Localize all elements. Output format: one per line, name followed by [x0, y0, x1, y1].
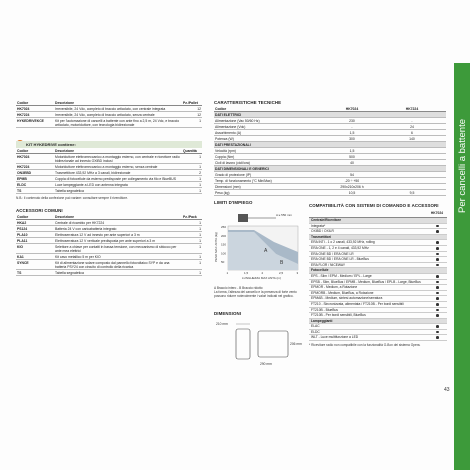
page-number: 43	[444, 387, 450, 393]
accessory-row-cell: PLA10	[16, 232, 54, 238]
region-b-label: B	[280, 260, 284, 266]
compat-label: FT210B - Per bordi sensibili, BlueBus	[311, 313, 366, 318]
kit-row-cell: 1	[182, 176, 202, 182]
accessory-row-cell: Elettroserratura 12 V ad innesto per ante superiori a 3 m	[54, 232, 182, 238]
dimensions-section	[214, 311, 314, 317]
accessory-row	[16, 270, 202, 276]
accessory-row-cell: 1	[182, 232, 202, 238]
limits-legend-line2: La forma, l'altezza del cancello e la presenza di forte vento possono ridurre notevolmente i valori indicati nel grafico.	[214, 290, 297, 298]
tech-cell: -	[378, 118, 446, 124]
compat-check-icon	[436, 325, 439, 328]
kit-row-cell: 1	[182, 164, 202, 170]
x-tick-label: 1,5	[244, 271, 249, 275]
compat-label: EPS - Slim / EPM - Medium / EPL - Large	[311, 273, 372, 278]
side-tab	[454, 63, 470, 470]
accessory-row-cell: 1	[182, 260, 202, 270]
accessory-row-cell: Centrale di ricambio per HK7224	[54, 220, 182, 226]
y-tick-label: 200	[221, 233, 227, 238]
compat-check-icon	[436, 336, 439, 339]
kit-row-cell: 1	[182, 154, 202, 164]
kit-row-cell: TS	[16, 188, 54, 194]
accessory-row	[16, 260, 202, 270]
dim-d1: 210 mm	[216, 322, 228, 326]
x-tick-label: 3	[296, 271, 299, 275]
accessory-row-cell: HKA2	[16, 220, 54, 226]
tech-cell: 140	[378, 136, 446, 142]
tech-col-hk7224: HK7224	[378, 106, 446, 112]
compat-check-icon	[436, 225, 439, 228]
compat-label: Fotocellule	[311, 268, 329, 273]
compat-list	[309, 218, 447, 341]
compat-check-icon	[436, 253, 439, 256]
acc-col-pack: Pz./Pack	[182, 214, 202, 220]
accessory-row	[16, 244, 202, 254]
tech-cell: 300	[326, 136, 378, 142]
tech-cell: 40	[326, 160, 378, 166]
kit-title: KIT HYKEDRIVE contiene:	[16, 141, 202, 148]
accessory-row-cell: 1	[182, 238, 202, 244]
compat-item	[309, 335, 447, 341]
compat-check-icon	[436, 230, 439, 233]
chart-ylabel: PESO MAX ANTA (kg)	[214, 232, 218, 262]
kit-row-cell: EPMB	[16, 176, 54, 182]
code-row-cell: HK7224	[16, 112, 54, 118]
tech-cell: Cicli di lavoro (cicli/ora)	[214, 160, 326, 166]
kit-row-cell: HK7024	[16, 154, 54, 164]
accessory-row-cell: KA1	[16, 254, 54, 260]
tech-cell: Assorbimento (A)	[214, 130, 326, 136]
kit-row-cell: Trasmettitore 433,92 MHz a 3 canali, bidirezionale	[54, 170, 182, 176]
compat-label: WLT - Luce multifunzione a LED	[311, 335, 359, 340]
compat-label: ERA INTI - 1 o 2 canali, 433,92 MHz, rolling	[311, 240, 375, 245]
tech-group-label: DATI DIMENSIONALI E GENERICI	[214, 166, 446, 172]
tech-title: CARATTERISTICHE TECNICHE	[214, 100, 282, 105]
kit-row	[16, 188, 202, 194]
kit-row-cell: Motoriduttore elettromeccanico a montaggio esterno, senza centrale	[54, 164, 182, 170]
code-row-cell: HYKEDRIVEKCE	[16, 118, 54, 128]
accessory-row-cell: Kit cavo metallico 5 m per KIO	[54, 254, 182, 260]
compat-label: ERA ONE - 1, 2 e 4 canali, 433,92 MHz	[311, 245, 369, 250]
tech-cell: Alimentazione (Vac 50/60 Hz)	[214, 118, 326, 124]
limits-legend	[214, 286, 306, 298]
tech-cell: -20 ÷ +50	[326, 178, 378, 184]
compat-label: ELDC	[311, 329, 320, 334]
limits-legend-line1: A Braccio intero - B Braccio ridotto	[214, 286, 263, 290]
kit-row-cell: ELDC	[16, 182, 54, 188]
compat-check-icon	[436, 303, 439, 306]
col-descrizione: Descrizione	[54, 100, 182, 106]
compat-check-icon	[436, 264, 439, 267]
accessory-row-cell: TS	[16, 270, 54, 276]
compat-check-icon	[436, 314, 439, 317]
tech-col-hk7024: HK7024	[326, 106, 378, 112]
kit-row-cell: 1	[182, 182, 202, 188]
accessories-title: ACCESSORI COMUNI	[16, 208, 63, 213]
kit-row-cell: Luce lampeggiante a LED con antenna integrata	[54, 182, 182, 188]
compat-note: * Ricevitore radio non compatibile con la funzionalità O-Box dei sistema Opera.	[309, 343, 421, 348]
limits-section	[214, 200, 314, 206]
tech-col-codice: Codice	[214, 106, 326, 112]
compat-check-icon	[436, 331, 439, 334]
tech-cell: Dimensioni (mm)	[214, 184, 326, 190]
compat-label: OXIBD / OXILR	[311, 229, 334, 234]
y-tick-label: 150	[221, 242, 227, 247]
code-row-cell: 1	[182, 118, 202, 128]
accessory-row-cell: PLA11	[16, 238, 54, 244]
compat-check-icon	[436, 275, 439, 278]
kit-section	[16, 141, 202, 200]
tech-cell: Alimentazione (Vdc)	[214, 124, 326, 130]
accessory-row-cell: 1	[182, 254, 202, 260]
compat-label: EPMORB - Medium, BlueBus, a Rotazione	[311, 290, 374, 295]
compat-label: Trasmettitori	[311, 234, 331, 239]
compat-label: Lampeggianti	[311, 318, 333, 323]
kit-row-cell: ON3EBD	[16, 170, 54, 176]
tech-cell: 6	[378, 130, 446, 136]
x-tick-label: 2,5	[279, 271, 284, 275]
dim-d2: 290 mm	[260, 362, 272, 366]
kit-col-quantita: Quantità	[182, 148, 202, 154]
x-tick-label: 1	[226, 271, 229, 275]
tech-section	[214, 100, 446, 196]
tech-cell: 1,5	[326, 148, 378, 154]
tech-group-label: DATI ELETTRICI	[214, 112, 446, 118]
tech-cell: 24	[378, 124, 446, 130]
motor-front-view	[236, 329, 250, 359]
code-row-cell: Kit per l'automazione di cancelli a battente con ante fino a 2,5 m, 24 Vdc, e braccio articolato, motoriduttore, con tecnologia bidirezionale	[54, 118, 182, 128]
dim-a-label: A ≤ 550 mm	[276, 213, 292, 217]
tech-cell: Grado di protezione (IP)	[214, 172, 326, 178]
accessory-row-cell: Selettore a chiave per contatti in bassa tensione, con meccanismo di sblocco per ante mea elettrici	[54, 244, 182, 254]
code-row-cell: HK7024	[16, 106, 54, 112]
compat-label: ERA FLOR / NICEWAY	[311, 262, 346, 267]
tech-cell: Temp. di funzionamento (°C Min/Max)	[214, 178, 326, 184]
tech-group-label: DATI PRESTAZIONALI	[214, 142, 446, 148]
dimensions-title: DIMENSIONI	[214, 311, 242, 316]
compat-check-icon	[436, 247, 439, 250]
kit-row-cell: 2	[182, 170, 202, 176]
tech-cell: Velocità (rpm)	[214, 148, 326, 154]
compat-label: EPSB - Slim, BlueBus / EPMB - Medium, BlueBus / EPLB - Large, BlueBus	[311, 279, 421, 284]
accessory-row-cell: Tabella segnaletica	[54, 270, 182, 276]
code-row-cell: Irreversibile, 24 Vdc, completo di braccio articolato, con centrale integrata	[54, 106, 182, 112]
compat-col-header: HK7024	[309, 209, 447, 218]
compat-label: Integrata*	[311, 223, 326, 228]
compat-label: FT210 - Sincronizzata, alimentata / FT210B - Per bordi sensibili	[311, 301, 404, 306]
gate-motor-illustration	[238, 214, 248, 222]
tech-cell: -	[326, 124, 378, 130]
x-tick-label: 2	[261, 271, 264, 275]
compat-check-icon	[436, 281, 439, 284]
code-row-cell: 12	[182, 106, 202, 112]
compat-label: ERA ONE BD / ERA ONE LR	[311, 251, 354, 256]
accessory-row-cell: SYNCE	[16, 260, 54, 270]
tech-cell: 230	[326, 118, 378, 124]
code-row-cell: 12	[182, 112, 202, 118]
compat-label: FT210B - BlueBus	[311, 307, 338, 312]
y-tick-label: 50	[221, 260, 225, 265]
accessory-row-cell: 1	[182, 220, 202, 226]
region-a-label: A	[264, 248, 268, 254]
compat-check-icon	[436, 309, 439, 312]
tech-cell: 10,5	[326, 190, 378, 196]
compat-section	[309, 203, 447, 347]
accessory-row-cell: PS124	[16, 226, 54, 232]
chart-xlabel: LUNGHEZZA MAX ANTA (m)	[242, 276, 281, 280]
compat-check-icon	[436, 297, 439, 300]
kit-row-cell: HK7224	[16, 164, 54, 170]
tech-cell: Peso (kg)	[214, 190, 326, 196]
accessory-row-cell: Elettroserratura 12 V verticale predisposta per ante superiori a 3 m	[54, 238, 182, 244]
acc-col-descrizione: Descrizione	[54, 214, 182, 220]
y-tick-label: 250	[221, 225, 227, 229]
compat-label: ERA ONE BD / ERA ONE LR - BlueBus	[311, 257, 369, 262]
tech-cell: 9,5	[378, 190, 446, 196]
limits-title: LIMITI D'IMPIEGO	[214, 200, 253, 205]
accessory-row-cell: Batteria 24 V con caricabatteria integrato	[54, 226, 182, 232]
compat-label: ELAC	[311, 324, 320, 329]
kit-row-cell: Tabella segnaletica	[54, 188, 182, 194]
motor-side-view	[258, 331, 288, 357]
col-codice: Codice	[16, 100, 54, 106]
compat-label: EPMAB - Medium, sintesi automazione/serratura	[311, 296, 383, 301]
dim-d3: 206 mm	[290, 342, 302, 346]
compat-check-icon	[436, 292, 439, 295]
accessory-row-cell: KIO	[16, 244, 54, 254]
accessory-row-cell: 1	[182, 270, 202, 276]
acc-col-codice: Codice	[16, 214, 54, 220]
accessory-row-cell: Kit di alimentazione solare composto dal pannello fotovoltaico SYP e da una batteria PSY24 con circuito di controllo della ricarica	[54, 260, 182, 270]
tech-row	[214, 190, 446, 196]
code-row-cell: Irreversibile, 24 Vdc, completo di braccio articolato, senza centrale	[54, 112, 182, 118]
tech-cell: 500	[326, 154, 378, 160]
side-tab-label: Per cancelli a battente	[457, 119, 468, 214]
kit-row	[16, 154, 202, 164]
tech-cell: Coppia (Nm)	[214, 154, 326, 160]
limits-chart	[214, 212, 302, 282]
tech-cell: 54	[326, 172, 378, 178]
kit-row-cell: Coppia di fotocellule da esterno predisposte per collegamento via filo e BlueBUS	[54, 176, 182, 182]
compat-check-icon	[436, 258, 439, 261]
compat-title: COMPATIBILITÀ CON SISTEMI DI COMANDO E ACCESSORI	[309, 203, 439, 208]
compat-check-icon	[436, 286, 439, 289]
kit-note: N.B.: il contenuto della confezione può variare: consultare sempre il rivenditore.	[16, 196, 128, 200]
tech-cell: 1,5	[326, 130, 378, 136]
kit-col-codice: Codice	[16, 148, 54, 154]
accessories-section	[16, 208, 202, 276]
product-codes-table	[16, 100, 202, 128]
tech-cell: 290x210x206 h	[326, 184, 378, 190]
compat-label: Centrale/Ricevitore	[311, 218, 342, 222]
kit-row-cell: Motoriduttore elettromeccanico a montaggio esterno, con centrale e ricevitore radio bidirezionale ad innesto OXIBD inclusi	[54, 154, 182, 164]
dimensions-drawing	[214, 319, 302, 371]
code-row	[16, 118, 202, 128]
kit-col-descrizione: Descrizione	[54, 148, 182, 154]
y-tick-label: 100	[221, 251, 227, 256]
tech-cell: Potenza (W)	[214, 136, 326, 142]
compat-check-icon	[436, 241, 439, 244]
col-pallet: Pz./Pallet	[182, 100, 202, 106]
kit-row-cell: 1	[182, 188, 202, 194]
compat-label: EPMOR - Medium, a Rotazione	[311, 285, 358, 290]
accessory-row-cell: 1	[182, 244, 202, 254]
accessory-row-cell: 1	[182, 226, 202, 232]
